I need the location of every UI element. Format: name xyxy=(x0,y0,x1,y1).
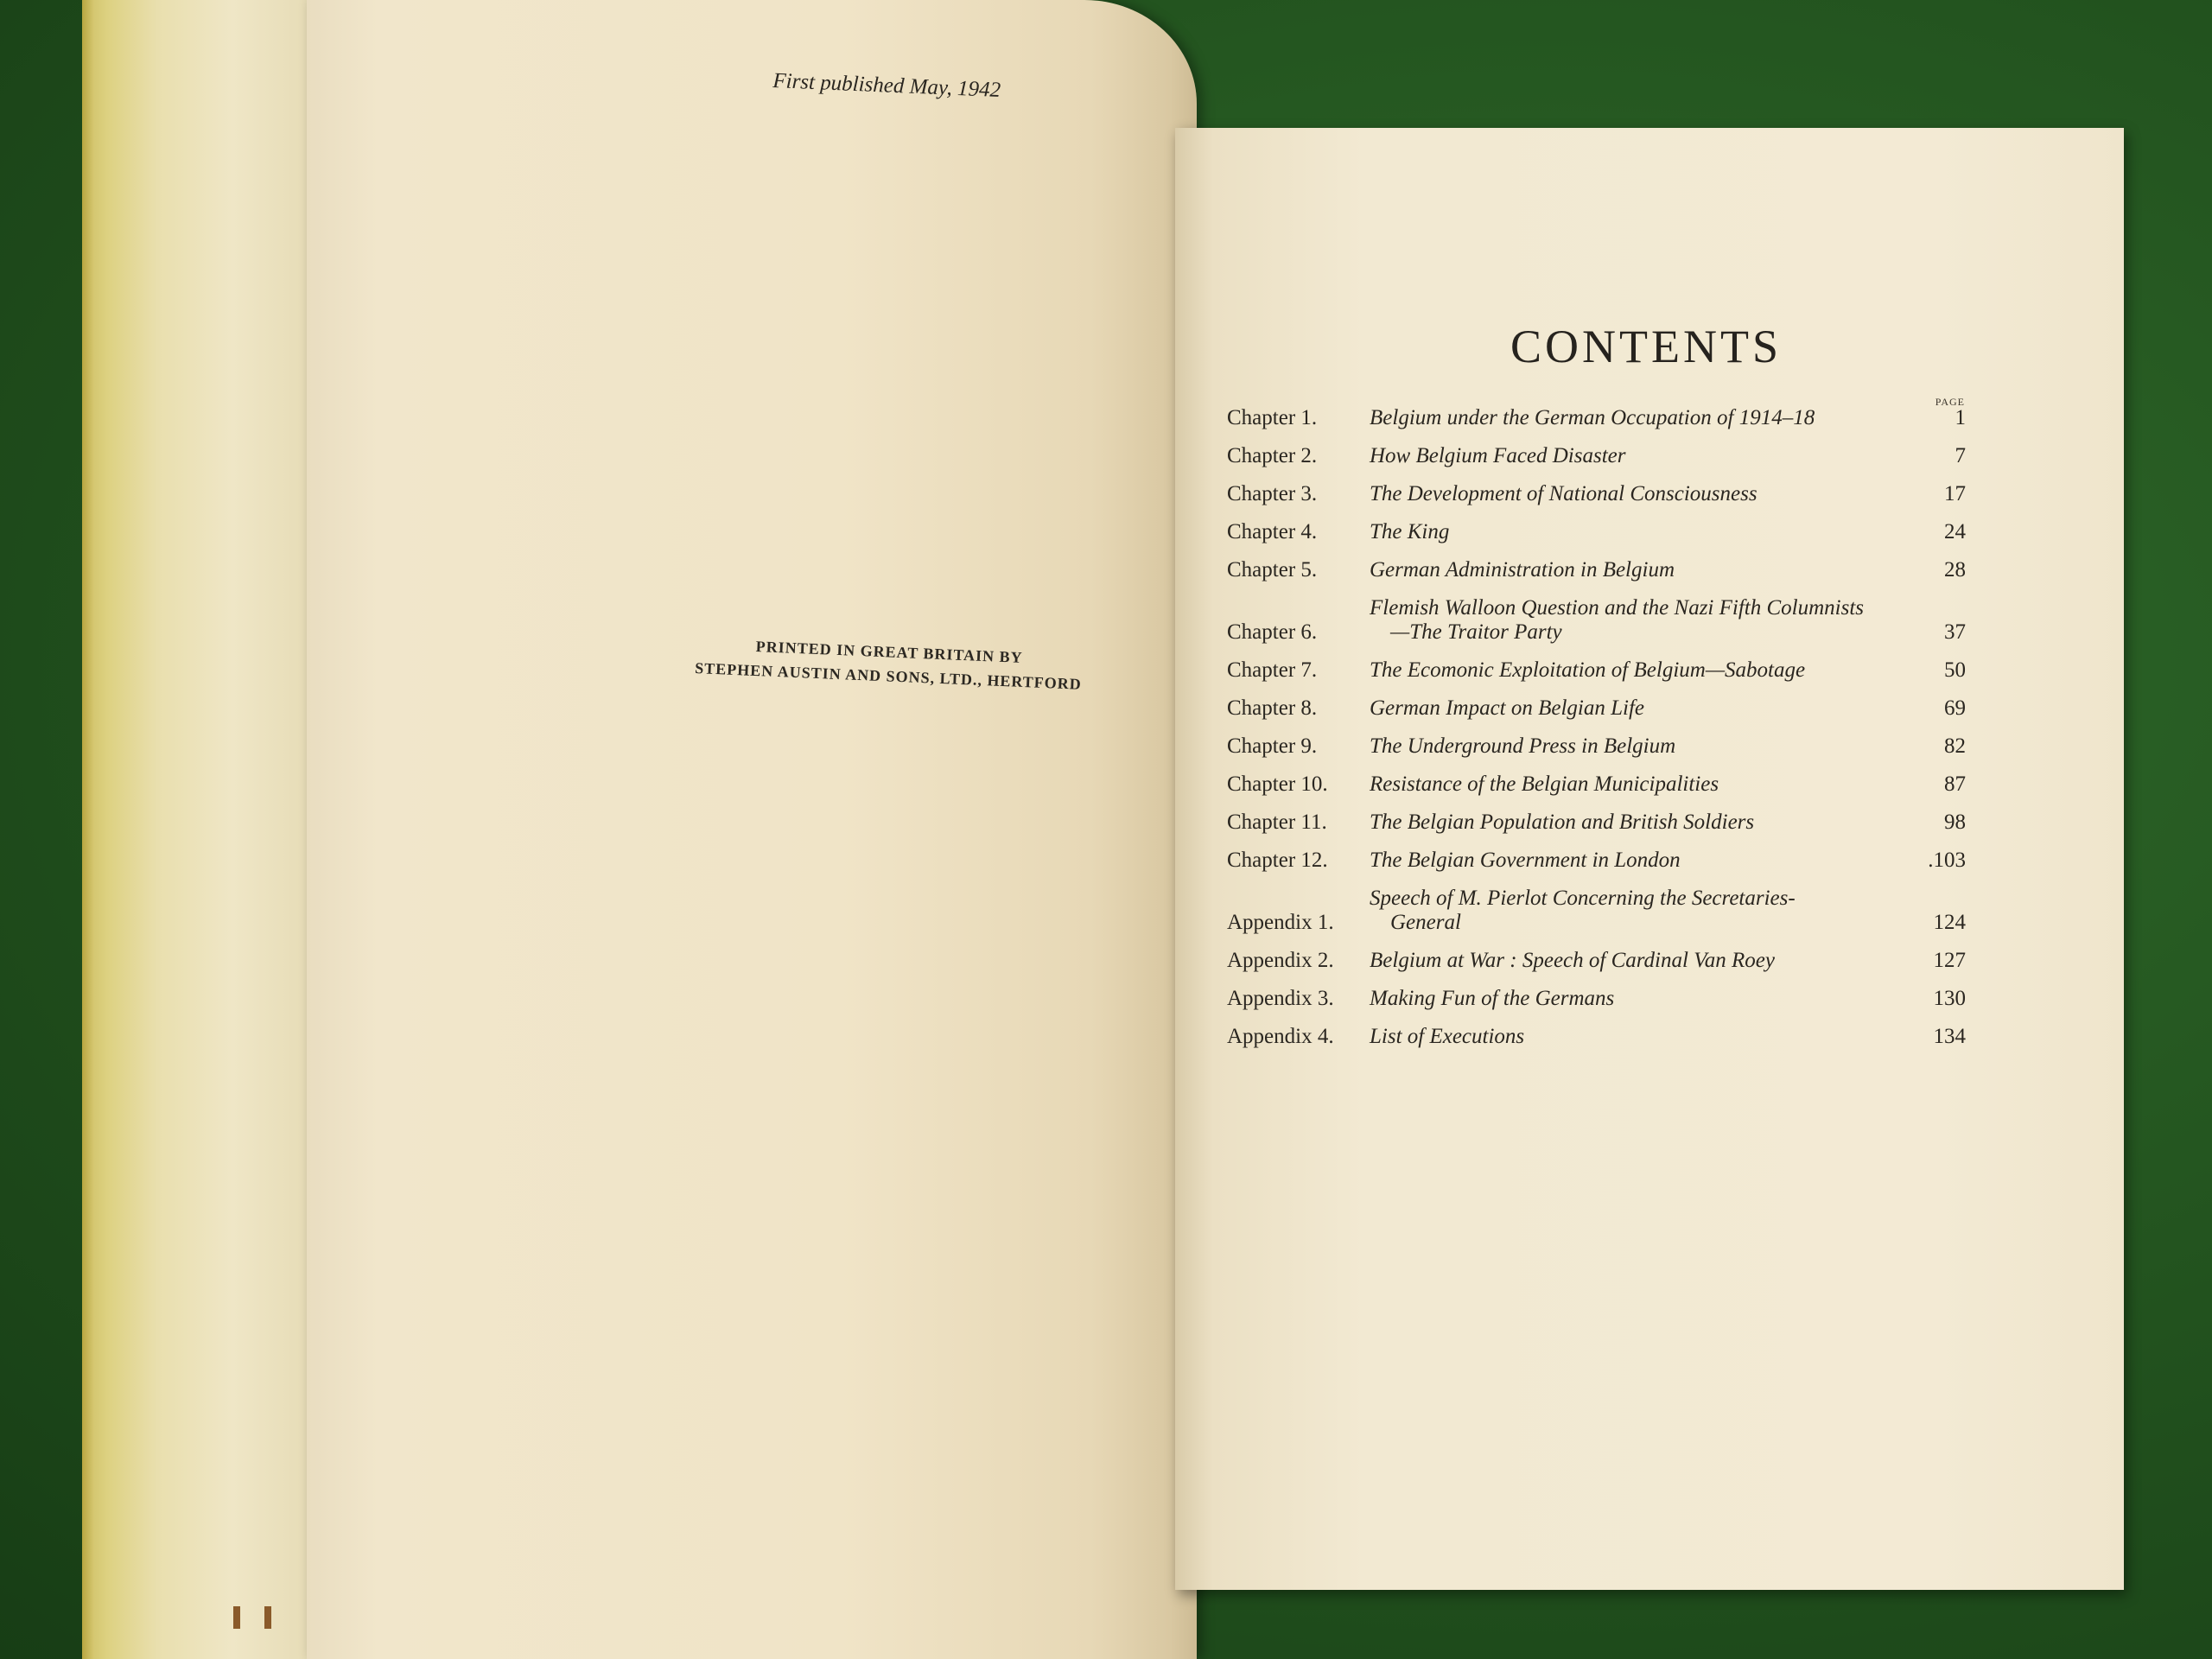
toc-entry-title-line: Speech of M. Pierlot Concerning the Secretaries- xyxy=(1370,887,1796,910)
spine-marks xyxy=(226,1603,278,1629)
toc-entry-label: Chapter 5. xyxy=(1227,558,1318,582)
toc-entry-title-line: German Administration in Belgium xyxy=(1370,558,1675,582)
toc-entry-title xyxy=(1370,482,1914,506)
toc-entry xyxy=(1227,949,1966,973)
toc-entry-title-line: The Belgian Government in London xyxy=(1370,849,1681,872)
book-cover-edge xyxy=(82,0,94,1659)
toc-entry-label: Chapter 8. xyxy=(1227,696,1318,720)
printer-line-1: PRINTED IN GREAT BRITAIN BY xyxy=(755,637,1024,666)
toc-entry-title-line: The Development of National Consciousness xyxy=(1370,482,1758,505)
toc-entry-title xyxy=(1370,406,1914,430)
toc-entry-label: Chapter 10. xyxy=(1227,772,1328,796)
toc-entry xyxy=(1227,734,1966,759)
toc-entry-label: Chapter 11. xyxy=(1227,810,1327,834)
toc-entry xyxy=(1227,596,1966,645)
toc-entry xyxy=(1227,482,1966,506)
toc-entry-title xyxy=(1370,658,1914,683)
toc-entry-page: 127 xyxy=(1933,949,1966,972)
toc-entry xyxy=(1227,444,1966,468)
toc-entry-title xyxy=(1370,444,1914,468)
toc-entry-title-line: List of Executions xyxy=(1370,1025,1525,1048)
toc-entry-label: Chapter 9. xyxy=(1227,734,1318,758)
toc-entry xyxy=(1227,696,1966,721)
toc-entry-page: 130 xyxy=(1933,987,1966,1010)
toc-entry-title-line: Belgium under the German Occupation of 1914–18 xyxy=(1370,406,1815,429)
toc-entry-page: 28 xyxy=(1944,558,1966,582)
left-page xyxy=(307,0,1197,1659)
toc-entry xyxy=(1227,658,1966,683)
toc-entry-title-line: The Ecomonic Exploitation of Belgium—Sabotage xyxy=(1370,658,1806,682)
toc-entry-page: .103 xyxy=(1928,849,1966,872)
toc-entry-title xyxy=(1370,596,1914,645)
book-cover-inside xyxy=(82,0,333,1659)
toc-entry-title xyxy=(1370,558,1914,582)
toc-entry-page: 124 xyxy=(1933,911,1966,934)
toc-entry xyxy=(1227,810,1966,835)
toc-entry-title xyxy=(1370,772,1914,797)
table-of-contents xyxy=(1227,406,1966,1063)
toc-entry-title xyxy=(1370,887,1914,935)
toc-entry-page: 98 xyxy=(1944,810,1966,834)
toc-entry-title-line: Belgium at War : Speech of Cardinal Van Roey xyxy=(1370,949,1775,972)
contents-title: CONTENTS xyxy=(1510,321,1782,372)
toc-entry-title xyxy=(1370,696,1914,721)
first-published-note: First published May, 1942 xyxy=(772,69,1001,103)
toc-entry-title xyxy=(1370,949,1914,973)
toc-entry-page: 50 xyxy=(1944,658,1966,682)
toc-entry-title xyxy=(1370,520,1914,544)
toc-entry-page: 69 xyxy=(1944,696,1966,720)
toc-entry-page: 87 xyxy=(1944,772,1966,796)
toc-entry xyxy=(1227,406,1966,430)
toc-entry-page: 7 xyxy=(1955,444,1966,467)
toc-entry xyxy=(1227,1025,1966,1049)
toc-entry xyxy=(1227,887,1966,935)
toc-entry-title-line: Resistance of the Belgian Municipalities xyxy=(1370,772,1719,796)
toc-entry xyxy=(1227,987,1966,1011)
toc-entry-label: Appendix 2. xyxy=(1227,949,1334,972)
toc-entry-label: Chapter 12. xyxy=(1227,849,1328,872)
toc-entry-page: 24 xyxy=(1944,520,1966,543)
toc-entry-page: 17 xyxy=(1944,482,1966,505)
toc-entry-page: 134 xyxy=(1933,1025,1966,1048)
toc-entry xyxy=(1227,772,1966,797)
toc-entry-title-continuation: General xyxy=(1390,911,1461,934)
toc-entry xyxy=(1227,849,1966,873)
toc-entry-label: Chapter 7. xyxy=(1227,658,1318,682)
toc-entry-title xyxy=(1370,849,1914,873)
toc-entry-title-line: Making Fun of the Germans xyxy=(1370,987,1615,1010)
toc-entry-title xyxy=(1370,810,1914,835)
toc-entry-page: 82 xyxy=(1944,734,1966,758)
toc-entry-label: Appendix 4. xyxy=(1227,1025,1334,1048)
toc-entry-label: Chapter 1. xyxy=(1227,406,1318,429)
toc-entry-title-line: The Underground Press in Belgium xyxy=(1370,734,1676,758)
toc-entry-label: Chapter 6. xyxy=(1227,620,1318,644)
toc-entry xyxy=(1227,558,1966,582)
page-column-heading: PAGE xyxy=(1935,396,1965,408)
toc-entry-page: 37 xyxy=(1944,620,1966,644)
toc-entry-title xyxy=(1370,734,1914,759)
toc-entry-title-line: Flemish Walloon Question and the Nazi Fifth Columnists xyxy=(1370,596,1865,620)
toc-entry-label: Chapter 3. xyxy=(1227,482,1318,505)
printer-line-2: STEPHEN AUSTIN AND SONS, LTD., HERTFORD xyxy=(694,659,1083,693)
toc-entry-title-line: German Impact on Belgian Life xyxy=(1370,696,1645,720)
toc-entry-label: Appendix 1. xyxy=(1227,911,1334,934)
toc-entry-title-line: The Belgian Population and British Soldiers xyxy=(1370,810,1755,834)
toc-entry xyxy=(1227,520,1966,544)
toc-entry-page: 1 xyxy=(1955,406,1966,429)
toc-entry-title-line: The King xyxy=(1370,520,1450,543)
toc-entry-label: Chapter 2. xyxy=(1227,444,1318,467)
show-through-text xyxy=(566,78,1050,1374)
toc-entry-title xyxy=(1370,1025,1914,1049)
toc-entry-label: Chapter 4. xyxy=(1227,520,1318,543)
toc-entry-label: Appendix 3. xyxy=(1227,987,1334,1010)
toc-entry-title-line: How Belgium Faced Disaster xyxy=(1370,444,1626,467)
toc-entry-title-continuation: —The Traitor Party xyxy=(1390,620,1562,644)
toc-entry-title xyxy=(1370,987,1914,1011)
